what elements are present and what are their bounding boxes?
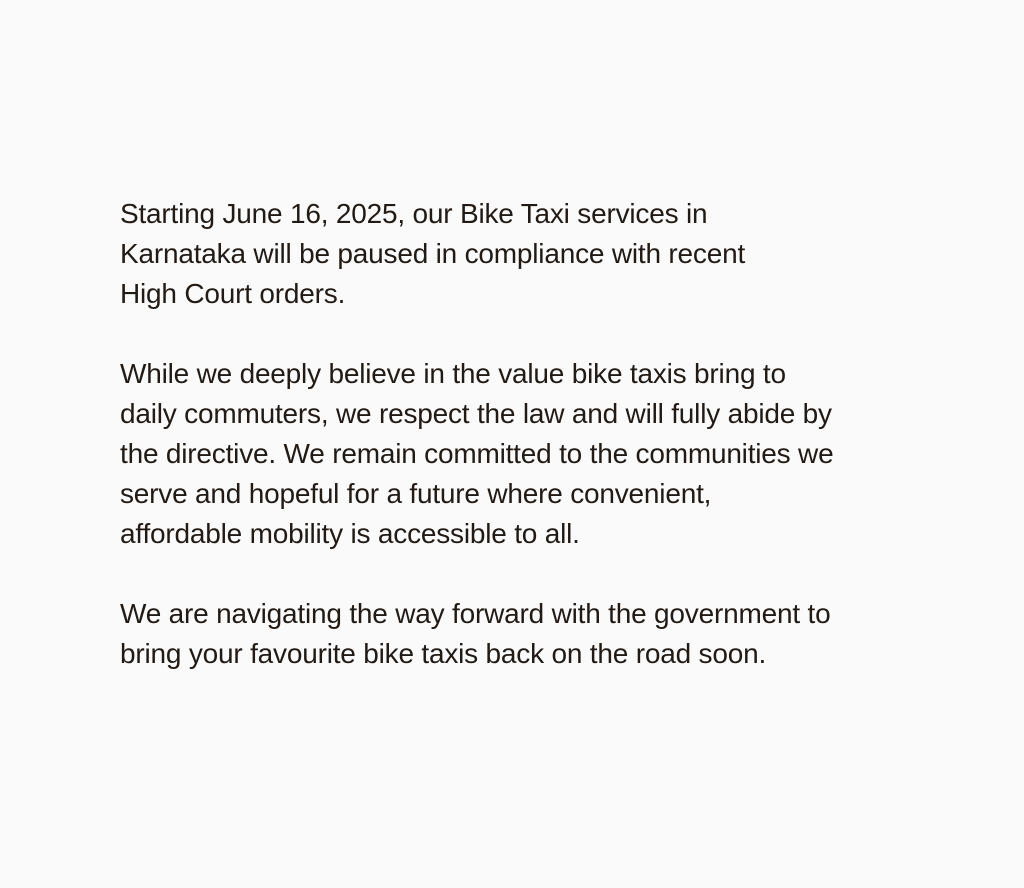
text-line: bring your favourite bike taxis back on the road soon. (120, 638, 767, 669)
text-line: Karnataka will be paused in compliance with recent (120, 238, 746, 269)
notice-text (120, 194, 1000, 714)
notice-paragraph-way-forward (120, 594, 1000, 674)
text-line: While we deeply believe in the value bike taxis bring to (120, 358, 786, 389)
text-line: Starting June 16, 2025, our Bike Taxi services in (120, 198, 708, 229)
text-line: the directive. We remain committed to the communities we (120, 438, 834, 469)
text-line: affordable mobility is accessible to all. (120, 518, 580, 549)
notice-paragraph-commitment (120, 354, 1000, 554)
text-line: serve and hopeful for a future where convenient, (120, 478, 712, 509)
text-line: daily commuters, we respect the law and will fully abide by (120, 398, 832, 429)
text-line: We are navigating the way forward with the government to (120, 598, 831, 629)
text-line: High Court orders. (120, 278, 346, 309)
notice-paragraph-suspension (120, 194, 1000, 314)
